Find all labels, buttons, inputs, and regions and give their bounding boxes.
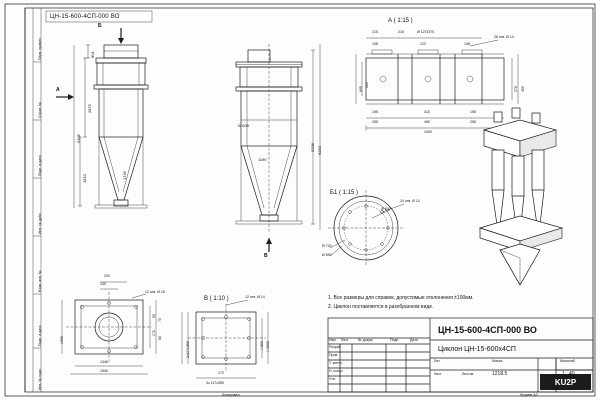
- bl-h: 75: [158, 318, 162, 322]
- dim-inner: 1190: [258, 157, 267, 162]
- b1-holes: 14 отв. Ø 14: [400, 199, 420, 203]
- dim-a-8: 695: [359, 86, 363, 92]
- margin-label-2: Подп. и дата: [38, 155, 42, 176]
- dim-a-holes: 26 отв. Ø 14: [494, 35, 514, 39]
- v-holes: 12 отв. Ø 14: [245, 295, 265, 299]
- dim-a-14: 155: [470, 110, 476, 114]
- dim-cone-height: 1810: [82, 174, 87, 183]
- tb-col-0: Изм.: [329, 338, 337, 342]
- tb-col-4: Дата: [410, 338, 418, 342]
- v-3: □ 800: [260, 341, 264, 350]
- dim-a-16: 490: [424, 120, 430, 124]
- dim-a-11: 455: [521, 86, 525, 92]
- marker-v-bottom: В: [264, 253, 268, 259]
- view-b1-label: Б1 ( 1:15 ): [330, 190, 358, 196]
- margin-label-3: Инв. № дубл.: [38, 212, 42, 234]
- marker-a-left: А: [56, 87, 60, 93]
- dim-a-12: 155: [372, 110, 378, 114]
- margin-label-0: Перв. примен.: [38, 36, 42, 60]
- tb-row-2: Т. контр.: [329, 361, 343, 365]
- sheet-label: Лист: [434, 372, 442, 376]
- subtitle: Циклон ЦН-15-600х4СП: [438, 346, 516, 353]
- tb-row-0: Разраб.: [329, 345, 342, 349]
- drawing-code-top: ЦН-15-600-4СП-000 ВО: [50, 13, 120, 20]
- dim-a-17: 255: [470, 120, 476, 124]
- dim-a-3: Ø 127х370: [417, 30, 435, 34]
- tb-col-2: № докум.: [358, 338, 374, 342]
- bl-f: 1546: [100, 369, 108, 373]
- v-5: 3х 117х350: [206, 381, 224, 385]
- dim-a-10: 278: [514, 86, 518, 92]
- tb-row-1: Пров.: [329, 353, 339, 357]
- dim-total-side: 5105: [76, 134, 81, 143]
- dim-a-15: 255: [372, 120, 378, 124]
- bl-a: 200: [104, 274, 110, 278]
- dim-diameter: Ø 608: [238, 123, 249, 128]
- format-note: Формат А3: [520, 393, 538, 397]
- bl-e: 1346: [100, 360, 108, 364]
- v-4: 172: [218, 371, 224, 375]
- scale-label: Масштаб: [560, 359, 575, 363]
- company-logo: [540, 374, 591, 390]
- tb-row-3: Н. контр.: [329, 369, 344, 373]
- view-a-label: А ( 1:15 ): [388, 18, 413, 24]
- bl-c: 12 отв. Ø 18: [145, 290, 165, 294]
- v-2: □ 1000: [266, 341, 270, 352]
- marker-b-top: Б: [98, 23, 102, 29]
- bl-b: 140: [100, 282, 106, 286]
- dim-height-right: 5208: [310, 143, 315, 152]
- v-1: 2х117х350: [186, 341, 190, 358]
- dim-a-13: 310: [424, 110, 430, 114]
- dim-a-6: 108: [464, 42, 470, 46]
- dim-a-4: 108: [372, 42, 378, 46]
- margin-label-6: Инв. № подл.: [38, 368, 42, 390]
- dim-height-left: 6283: [317, 146, 322, 155]
- mass-value: 1218.5: [492, 371, 508, 377]
- b1-d-outer: Ø 690: [322, 253, 332, 257]
- main-title: ЦН-15-600-4СП-000 ВО: [438, 325, 537, 335]
- margin-label-1: Справ. №: [38, 102, 42, 118]
- margin-label-5: Подп. и дата: [38, 325, 42, 346]
- dim-cone-angle: 1746: [122, 171, 127, 180]
- copied-label: Копировал: [222, 393, 240, 397]
- dim-a-1: 215: [372, 30, 378, 34]
- dim-a-18: 1000: [424, 130, 432, 134]
- note-2: 2. Циклон поставляется в разобранном виде.: [328, 304, 434, 310]
- b1-d-inner: Ø 630: [381, 207, 391, 211]
- dim-a-9: 205: [365, 82, 369, 88]
- dim-a-2: 215: [398, 30, 404, 34]
- note-1: 1. Все размеры для справок, допустимые отклонения ±100мм.: [328, 295, 474, 301]
- company-logo-text: KU2P: [554, 377, 577, 387]
- bl-i: 170: [152, 330, 156, 336]
- bl-j: 80: [158, 336, 162, 340]
- tb-col-1: Лист: [341, 338, 349, 342]
- margin-label-4: Взам. инв. №: [38, 270, 42, 292]
- tb-row-4: Утв.: [329, 377, 336, 381]
- view-v-label: В ( 1:10 ): [204, 296, 229, 302]
- dim-a-5: 123: [420, 42, 426, 46]
- bl-g: 50: [152, 314, 156, 318]
- mass-label: Масса: [492, 359, 503, 363]
- dim-body-height: 2875: [87, 104, 92, 113]
- bl-d: 1996: [60, 336, 64, 344]
- dim-top-neck: 801: [90, 51, 95, 58]
- sheets-label: Листов: [462, 372, 474, 376]
- lit-label: Лит.: [434, 359, 441, 363]
- b1-d-mid: Ø 730: [322, 244, 332, 248]
- tb-col-3: Подп.: [390, 338, 400, 342]
